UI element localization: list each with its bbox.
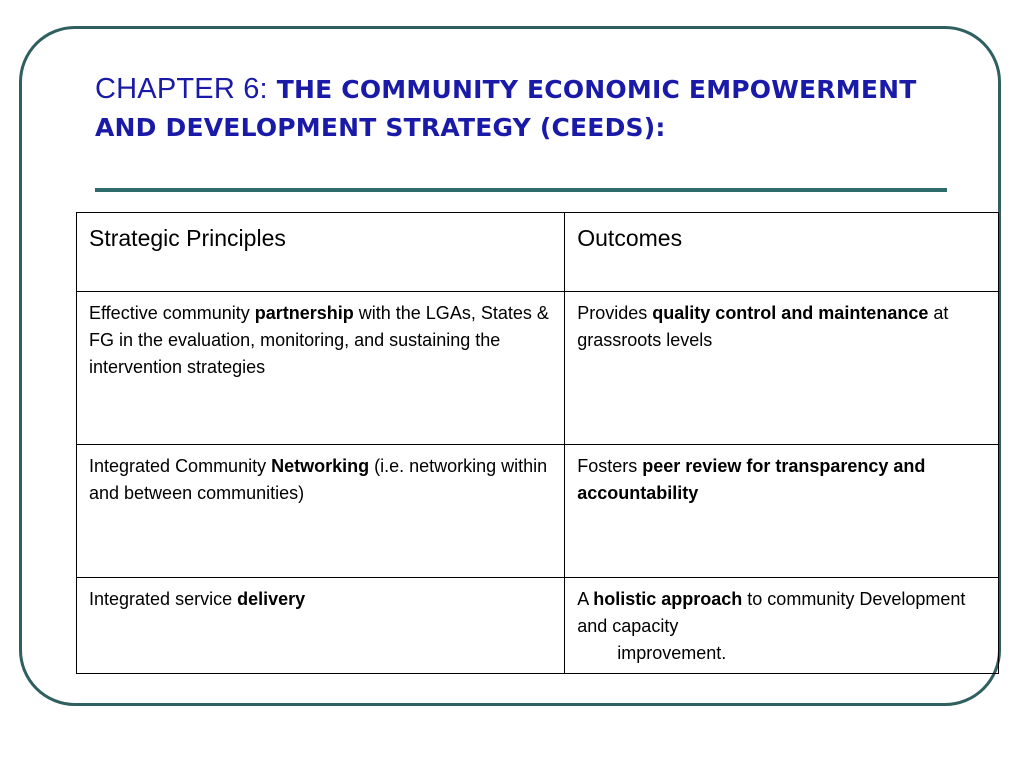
cell-text: Fosters xyxy=(577,456,643,476)
cell-text: Provides xyxy=(577,303,653,323)
cell-text: with the LGAs, States & FG in the evaluation, monitoring, and sustaining the intervention strategies xyxy=(89,303,549,377)
cell-keyword: holistic approach xyxy=(593,589,743,609)
cell-text: at grassroots levels xyxy=(577,303,949,350)
principle-cell xyxy=(77,445,565,578)
outcome-cell xyxy=(565,292,999,445)
cell-keyword: partnership xyxy=(254,303,354,323)
table-row xyxy=(77,445,999,578)
cell-keyword: peer review for transparency and accountability xyxy=(577,456,926,503)
header-outcomes: Outcomes xyxy=(565,213,999,292)
outcome-cell xyxy=(565,445,999,578)
table-header-row xyxy=(77,213,999,292)
cell-keyword: quality control and maintenance xyxy=(652,303,929,323)
cell-text: Effective community xyxy=(89,303,255,323)
principle-cell xyxy=(77,578,565,674)
chapter-label: CHAPTER 6: xyxy=(95,73,268,105)
table-row xyxy=(77,292,999,445)
cell-keyword: delivery xyxy=(237,589,306,609)
cell-text: A xyxy=(577,589,594,609)
cell-text: improvement. xyxy=(617,643,727,663)
chapter-title: THE COMMUNITY ECONOMIC EMPOWERMENT AND DEVELOPMENT STRATEGY (CEEDS): xyxy=(95,75,917,142)
cell-text: (i.e. networking within and between communities) xyxy=(89,456,548,503)
cell-text: Integrated service xyxy=(89,589,238,609)
cell-text: Integrated Community xyxy=(89,456,272,476)
header-strategic-principles: Strategic Principles xyxy=(77,213,565,292)
table-row xyxy=(77,578,999,674)
strategy-table xyxy=(76,212,999,674)
cell-text: to community Development and capacity xyxy=(577,589,966,636)
outcome-cell xyxy=(565,578,999,674)
cell-keyword: Networking xyxy=(271,456,370,476)
title-divider xyxy=(95,188,947,192)
principle-cell xyxy=(77,292,565,445)
slide-title xyxy=(95,70,955,147)
